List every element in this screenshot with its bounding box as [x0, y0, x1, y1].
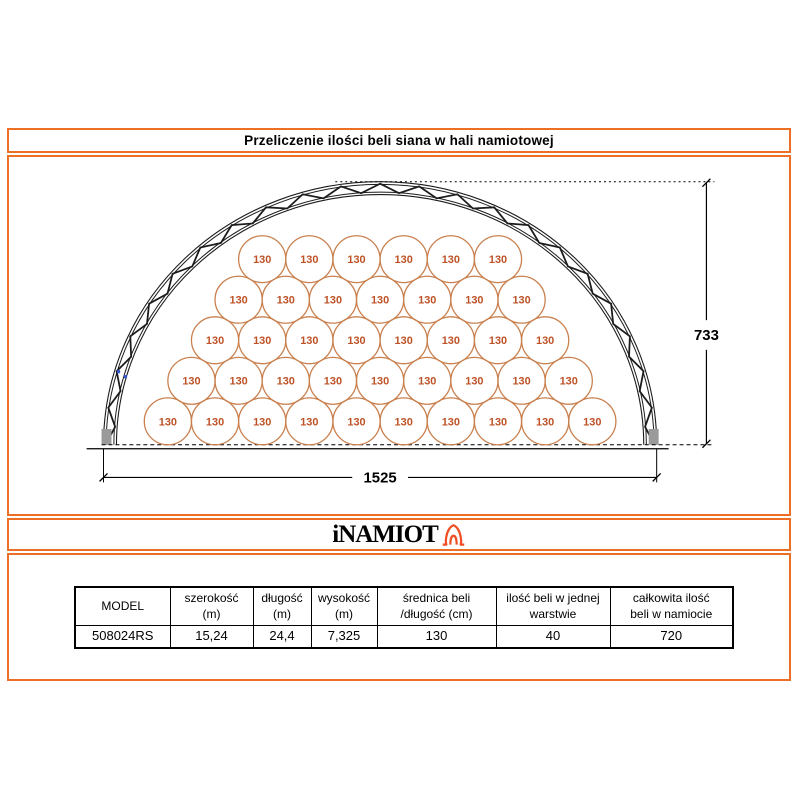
- bale-label: 130: [205, 416, 225, 429]
- bale-label: 130: [583, 416, 602, 429]
- tent-icon-door: [450, 536, 456, 545]
- brand-logo: [7, 518, 791, 551]
- spec-table: [74, 586, 734, 649]
- value-cell: 40: [496, 625, 610, 648]
- truss-arc: [106, 184, 654, 444]
- title-box: [7, 128, 791, 153]
- bale-label: 130: [536, 416, 555, 429]
- model-cell: 508024RS: [75, 625, 170, 648]
- bale-label: 130: [441, 254, 460, 267]
- bale-label: 130: [323, 294, 343, 307]
- bale-label: 130: [418, 375, 437, 388]
- height-dimension-label: 733: [693, 327, 719, 344]
- value-cell: 130: [377, 625, 496, 648]
- bale-label: 130: [441, 416, 460, 429]
- logo-text: iNAMIOT: [332, 520, 438, 549]
- truss-arc: [104, 182, 657, 445]
- bale-label: 130: [441, 335, 460, 348]
- page-title: Przeliczenie ilości beli siana w hali namiotowej: [244, 133, 554, 148]
- bale-label: 130: [276, 294, 295, 307]
- header-cell: ilość beli w jednej warstwie: [496, 587, 610, 625]
- spec-table-box: [7, 553, 791, 681]
- handle-dot: [124, 375, 127, 378]
- header-cell: długość (m): [253, 587, 311, 625]
- bale-label: 130: [229, 294, 248, 307]
- diagram-box: [7, 155, 791, 516]
- tent-cross-section-diagram: [9, 157, 789, 514]
- bale-label: 130: [370, 294, 390, 307]
- bale-label: 130: [276, 375, 295, 388]
- bale-label: 130: [559, 375, 578, 388]
- header-cell: wysokość (m): [311, 587, 377, 625]
- bale-label: 130: [488, 335, 508, 348]
- bale-label: 130: [205, 335, 225, 348]
- header-cell: całkowita ilość beli w namiocie: [610, 587, 733, 625]
- handle-dot: [117, 370, 120, 373]
- truss-arc: [114, 192, 646, 445]
- bale-label: 130: [253, 416, 272, 429]
- header-cell: MODEL: [75, 587, 170, 625]
- value-cell: 24,4: [253, 625, 311, 648]
- bale-label: 130: [394, 254, 413, 267]
- bale-label: 130: [347, 254, 366, 267]
- bale-label: 130: [488, 416, 508, 429]
- bale-label: 130: [465, 375, 484, 388]
- truss-foot-left: [102, 429, 112, 445]
- width-dimension-label: 1525: [363, 470, 397, 487]
- header-cell: średnica beli /długość (cm): [377, 587, 496, 625]
- bale-label: 130: [253, 335, 272, 348]
- tent-icon: [441, 522, 466, 547]
- bale-label: 130: [418, 294, 437, 307]
- bale-label: 130: [323, 375, 343, 388]
- bale-label: 130: [300, 335, 319, 348]
- table-row: [75, 625, 733, 648]
- bale-label: 130: [394, 416, 413, 429]
- bale-label: 130: [512, 375, 531, 388]
- bale-label: 130: [347, 416, 366, 429]
- truss-lattice: [106, 184, 655, 445]
- bale-label: 130: [394, 335, 413, 348]
- bale-label: 130: [158, 416, 178, 429]
- bale-label: 130: [300, 254, 319, 267]
- truss-foot-right: [649, 429, 659, 445]
- value-cell: 720: [610, 625, 733, 648]
- value-cell: 15,24: [170, 625, 253, 648]
- bale-label: 130: [488, 254, 508, 267]
- bale-label: 130: [536, 335, 555, 348]
- bale-label: 130: [512, 294, 531, 307]
- value-cell: 7,325: [311, 625, 377, 648]
- bale-label: 130: [347, 335, 366, 348]
- bale-label: 130: [253, 254, 272, 267]
- bale-label: 130: [300, 416, 319, 429]
- bale-label: 130: [370, 375, 390, 388]
- header-cell: szerokość (m): [170, 587, 253, 625]
- bale-label: 130: [465, 294, 484, 307]
- bale-label: 130: [229, 375, 248, 388]
- bale-label: 130: [182, 375, 201, 388]
